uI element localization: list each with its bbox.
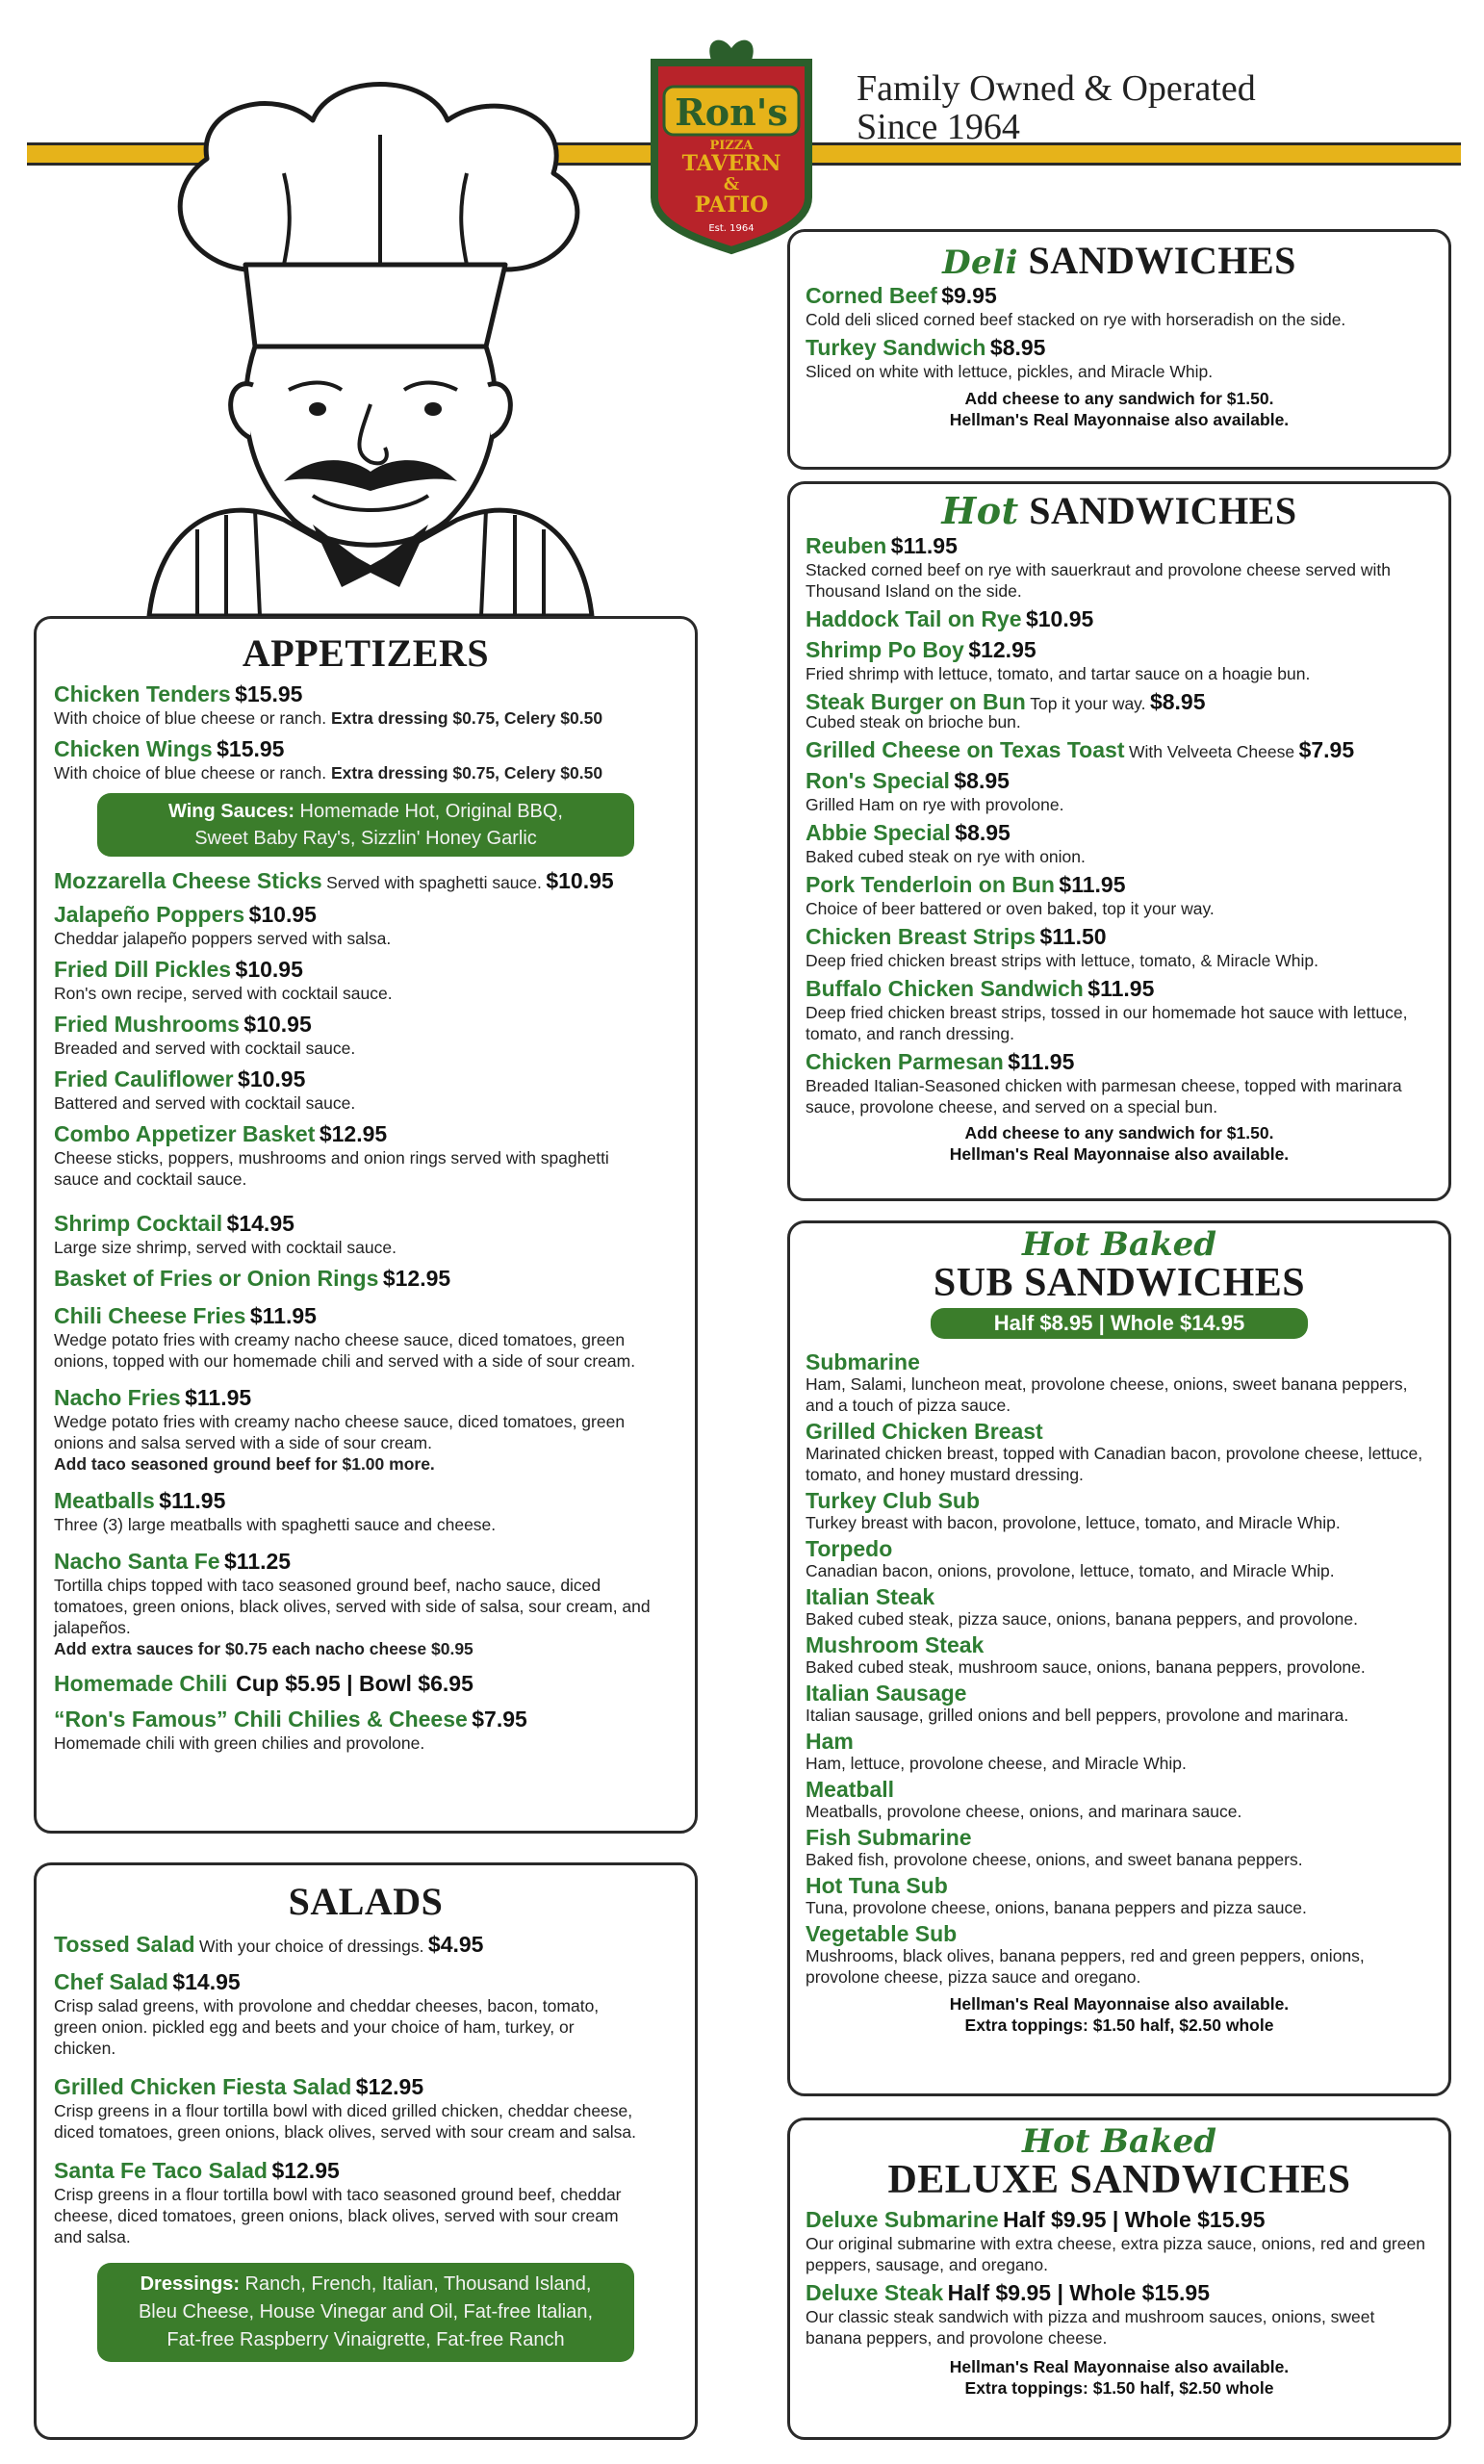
menu-item-sub	[806, 1350, 1433, 1416]
deluxe-script: Hot Baked	[1021, 2122, 1217, 2161]
logo-sub4: PATIO	[694, 192, 769, 218]
tagline-line1: Family Owned & Operated	[857, 68, 1256, 109]
wing-sauces-line2: Sweet Baby Ray's, Sizzlin' Honey Garlic	[194, 828, 537, 849]
dressings-line1: Ranch, French, Italian, Thousand Island,	[244, 2273, 592, 2295]
item-desc: With your choice of dressings.	[199, 1937, 424, 1956]
item-price: $11.50	[1039, 924, 1107, 949]
menu-item-abbie-special	[806, 820, 1433, 867]
appetizers-title: APPETIZERS	[242, 631, 490, 675]
item-price: $8.95	[989, 335, 1046, 360]
item-name: Reuben	[806, 533, 887, 558]
menu-item-shrimp-cocktail	[54, 1211, 678, 1258]
item-name: Fish Submarine	[806, 1825, 972, 1850]
item-desc: Baked cubed steak on rye with onion.	[806, 847, 1086, 866]
item-name: Mozzarella Cheese Sticks	[54, 868, 322, 893]
dressings-line2: Bleu Cheese, House Vinegar and Oil, Fat-free Italian,	[138, 2301, 594, 2323]
item-name: Shrimp Po Boy	[806, 637, 964, 662]
wing-sauces-pill	[97, 793, 634, 857]
deli-title	[806, 238, 1433, 283]
item-desc: Cold deli sliced corned beef stacked on rye with horseradish on the side.	[806, 310, 1346, 329]
item-name: Homemade Chili	[54, 1671, 228, 1696]
item-desc: Grilled Ham on rye with provolone.	[806, 795, 1064, 814]
item-desc: Stacked corned beef on rye with sauerkraut and provolone cheese served with Thousand Island on the side.	[806, 560, 1391, 601]
logo-name: Ron's	[675, 90, 788, 134]
item-desc: With choice of blue cheese or ranch.	[54, 708, 327, 728]
item-name: Corned Beef	[806, 283, 937, 308]
menu-item-haddock	[806, 606, 1433, 632]
item-price: $10.95	[243, 1012, 312, 1037]
item-price: $11.25	[224, 1549, 292, 1574]
menu-item-sub	[806, 1585, 1433, 1630]
menu-item-chicken-tenders	[54, 681, 678, 729]
item-desc: Cheese sticks, poppers, mushrooms and onion rings served with spaghetti sauce and cocktail sauce.	[54, 1148, 609, 1189]
item-price: $10.95	[235, 957, 303, 982]
menu-item-fried-cauliflower	[54, 1066, 678, 1114]
item-desc: Cubed steak on brioche bun.	[806, 712, 1021, 732]
subs-list	[806, 1350, 1433, 1988]
item-name: Deluxe Submarine	[806, 2207, 999, 2232]
menu-item-sub	[806, 1537, 1433, 1581]
item-name: Deluxe Steak	[806, 2280, 944, 2305]
item-price: $10.95	[1025, 606, 1094, 631]
hot-note2: Hellman's Real Mayonnaise also available.	[949, 1144, 1290, 1164]
item-name: Chicken Wings	[54, 736, 213, 761]
item-name: Jalapeño Poppers	[54, 902, 245, 927]
item-price: $11.95	[1087, 976, 1155, 1001]
menu-item-buffalo-chicken	[806, 976, 1433, 1044]
menu-item-sub	[806, 1874, 1433, 1918]
deli-panel	[787, 229, 1451, 470]
menu-item-turkey-sandwich	[806, 335, 1433, 382]
item-name: Santa Fe Taco Salad	[54, 2158, 268, 2183]
item-extra: Extra dressing $0.75, Celery $0.50	[330, 763, 603, 783]
appetizers-panel	[34, 616, 698, 1834]
menu-item-nacho-fries	[54, 1385, 678, 1475]
menu-item-chili-cheese-fries	[54, 1303, 678, 1372]
item-price: $15.95	[217, 736, 285, 761]
subs-title: SUB SANDWICHES	[933, 1261, 1306, 1305]
item-desc: Canadian bacon, onions, provolone, lettuce, tomato, and Miracle Whip.	[806, 1561, 1335, 1580]
item-desc: Served with spaghetti sauce.	[326, 873, 542, 892]
item-price: $15.95	[235, 681, 303, 706]
subs-script: Hot Baked	[1021, 1225, 1217, 1264]
hot-panel	[787, 481, 1451, 1201]
item-name: Hot Tuna Sub	[806, 1873, 948, 1898]
item-name: Grilled Chicken Fiesta Salad	[54, 2074, 352, 2099]
item-desc: Crisp greens in a flour tortilla bowl with taco seasoned ground beef, cheddar cheese, diced tomatoes, green onions, black olives, served with sour cream and salsa.	[54, 2185, 622, 2246]
menu-item-sub	[806, 1826, 1433, 1870]
item-price: Cup $5.95 | Bowl $6.95	[236, 1671, 473, 1696]
item-name: Ron's Special	[806, 768, 950, 793]
item-name: Meatballs	[54, 1488, 155, 1513]
item-price: $12.95	[355, 2074, 424, 2099]
item-name: Turkey Club Sub	[806, 1488, 981, 1513]
deli-title-text: SANDWICHES	[1028, 239, 1296, 282]
item-desc: Tortilla chips topped with taco seasoned ground beef, nacho sauce, diced tomatoes, green onions, black olives, served with side of salsa, sour cream, and jalapeños.	[54, 1576, 651, 1637]
item-desc: Tuna, provolone cheese, onions, banana peppers and pizza sauce.	[806, 1898, 1307, 1917]
item-name: Buffalo Chicken Sandwich	[806, 976, 1084, 1001]
dressings-line3: Fat-free Raspberry Vinaigrette, Fat-free Ranch	[166, 2329, 565, 2350]
menu-item-fried-dill-pickles	[54, 957, 678, 1004]
menu-item-combo-basket	[54, 1121, 678, 1190]
item-desc: Deep fried chicken breast strips, tossed in our homemade hot sauce with lettuce, tomato, and ranch dressing.	[806, 1003, 1408, 1043]
item-price: $12.95	[382, 1266, 451, 1291]
item-price: $11.95	[185, 1385, 252, 1410]
item-desc: Large size shrimp, served with cocktail sauce.	[54, 1238, 397, 1257]
menu-item-jalapeno-poppers	[54, 902, 678, 949]
deluxe-note2: Extra toppings: $1.50 half, $2.50 whole	[964, 2378, 1274, 2398]
menu-item-sub	[806, 1681, 1433, 1726]
item-name: Chicken Tenders	[54, 681, 231, 706]
menu-item-mozzarella-sticks	[54, 868, 678, 894]
item-price: $7.95	[1298, 737, 1355, 762]
item-desc: Meatballs, provolone cheese, onions, and marinara sauce.	[806, 1802, 1242, 1821]
item-name: Chicken Breast Strips	[806, 924, 1036, 949]
item-name: Nacho Fries	[54, 1385, 181, 1410]
item-desc: Choice of beer battered or oven baked, top it your way.	[806, 899, 1215, 918]
menu-item-corned-beef	[806, 283, 1433, 330]
item-desc: Cheddar jalapeño poppers served with salsa.	[54, 929, 392, 948]
item-name: Grilled Cheese on Texas Toast	[806, 737, 1125, 762]
item-name: Basket of Fries or Onion Rings	[54, 1266, 379, 1291]
hot-note1: Add cheese to any sandwich for $1.50.	[964, 1123, 1274, 1142]
item-price: $10.95	[238, 1066, 306, 1091]
item-price: $9.95	[941, 283, 997, 308]
menu-item-steak-burger	[806, 689, 1433, 732]
subs-panel	[787, 1220, 1451, 2096]
item-price: $12.95	[968, 637, 1036, 662]
menu-item-taco-salad	[54, 2158, 678, 2247]
salads-panel	[34, 1862, 698, 2440]
item-price: $11.95	[890, 533, 958, 558]
deli-note2: Hellman's Real Mayonnaise also available.	[949, 410, 1290, 429]
menu-item-chef-salad	[54, 1969, 678, 2059]
item-desc: Deep fried chicken breast strips with lettuce, tomato, & Miracle Whip.	[806, 951, 1318, 970]
item-price: $8.95	[955, 820, 1011, 845]
item-desc: Baked fish, provolone cheese, onions, and sweet banana peppers.	[806, 1850, 1303, 1869]
item-name: Chili Cheese Fries	[54, 1303, 246, 1328]
item-price: $12.95	[319, 1121, 388, 1146]
item-name: Fried Dill Pickles	[54, 957, 232, 982]
item-desc: Crisp greens in a flour tortilla bowl with diced grilled chicken, cheddar cheese, diced tomatoes, green onions, black olives, served with sour cream and salsa.	[54, 2101, 637, 2142]
menu-item-grilled-cheese	[806, 737, 1433, 763]
menu-item-sub	[806, 1730, 1433, 1774]
item-price: $7.95	[472, 1707, 527, 1732]
item-desc: Fried shrimp with lettuce, tomato, and tartar sauce on a hoagie bun.	[806, 664, 1311, 683]
item-desc: Our classic steak sandwich with pizza and mushroom sauces, onions, sweet banana peppers, and provolone cheese.	[806, 2307, 1375, 2348]
menu-item-sub	[806, 1922, 1433, 1988]
item-desc: With choice of blue cheese or ranch.	[54, 763, 327, 783]
wing-sauces-label: Wing Sauces:	[168, 801, 294, 822]
item-name: Combo Appetizer Basket	[54, 1121, 316, 1146]
subs-price-pill: Half $8.95 | Whole $14.95	[931, 1308, 1308, 1339]
item-name: Chicken Parmesan	[806, 1049, 1004, 1074]
item-note: With Velveeta Cheese	[1128, 742, 1295, 761]
menu-item-fiesta-salad	[54, 2074, 678, 2143]
item-price: $4.95	[427, 1932, 484, 1957]
item-name: Meatball	[806, 1777, 895, 1802]
menu-item-chili-chilies-cheese	[54, 1707, 678, 1754]
item-note: Top it your way.	[1030, 694, 1146, 713]
menu-item-tossed-salad	[54, 1932, 678, 1958]
menu-item-homemade-chili	[54, 1671, 678, 1697]
item-desc: Baked cubed steak, pizza sauce, onions, banana peppers, and provolone.	[806, 1609, 1359, 1629]
item-price: $12.95	[271, 2158, 340, 2183]
item-price: Half $9.95 | Whole $15.95	[1003, 2207, 1266, 2232]
item-name: Turkey Sandwich	[806, 335, 986, 360]
menu-item-sub	[806, 1489, 1433, 1533]
item-price: $8.95	[1149, 689, 1206, 714]
item-name: Fried Mushrooms	[54, 1012, 240, 1037]
item-price: $11.95	[249, 1303, 317, 1328]
menu-item-meatballs	[54, 1488, 678, 1535]
item-desc: Wedge potato fries with creamy nacho cheese sauce, diced tomatoes, green onions, topped with our homemade chili and served with a side of sour cream.	[54, 1330, 636, 1371]
item-price: $10.95	[248, 902, 317, 927]
salads-title: SALADS	[288, 1880, 444, 1923]
item-name: Vegetable Sub	[806, 1921, 958, 1946]
item-desc: Battered and served with cocktail sauce.	[54, 1093, 356, 1113]
item-name: Ham	[806, 1729, 854, 1754]
item-name: Torpedo	[806, 1536, 893, 1561]
item-price: $11.95	[1008, 1049, 1075, 1074]
item-name: Steak Burger on Bun	[806, 689, 1026, 714]
item-price: $11.95	[159, 1488, 226, 1513]
item-desc: Ham, Salami, luncheon meat, provolone cheese, onions, sweet banana peppers, and a touch of pizza sauce.	[806, 1374, 1408, 1415]
item-price: $10.95	[546, 868, 614, 893]
rons-logo	[635, 34, 828, 255]
item-name: Pork Tenderloin on Bun	[806, 872, 1055, 897]
wing-sauces-line1: Homemade Hot, Original BBQ,	[299, 801, 563, 822]
item-desc: Homemade chili with green chilies and provolone.	[54, 1733, 425, 1753]
menu-item-reuben	[806, 533, 1433, 602]
deli-script: Deli	[942, 244, 1019, 282]
hot-script: Hot	[941, 489, 1019, 532]
menu-item-sub	[806, 1633, 1433, 1678]
item-name: Nacho Santa Fe	[54, 1549, 220, 1574]
item-name: Chef Salad	[54, 1969, 168, 1994]
item-desc: Marinated chicken breast, topped with Canadian bacon, provolone cheese, lettuce, tomato, and honey mustard dressing.	[806, 1444, 1423, 1484]
tagline	[857, 69, 1256, 146]
menu-item-fries-onion-rings	[54, 1266, 678, 1292]
tagline-line2: Since 1964	[857, 107, 1020, 147]
dressings-label: Dressings:	[140, 2273, 240, 2295]
item-price: $11.95	[1059, 872, 1126, 897]
deluxe-title: DELUXE SANDWICHES	[887, 2158, 1351, 2202]
item-price: $14.95	[172, 1969, 241, 1994]
item-extra: Extra dressing $0.75, Celery $0.50	[330, 708, 603, 728]
menu-item-chicken-strips	[806, 924, 1433, 971]
menu-item-rons-special	[806, 768, 1433, 815]
hot-title-text: SANDWICHES	[1029, 489, 1297, 532]
hot-title	[806, 488, 1433, 533]
menu-item-pork-tenderloin	[806, 872, 1433, 919]
deluxe-panel	[787, 2118, 1451, 2440]
menu-item-nacho-santa-fe	[54, 1549, 678, 1659]
menu-item-chicken-parmesan	[806, 1049, 1433, 1117]
item-desc: Crisp salad greens, with provolone and cheddar cheeses, bacon, tomato, green onion. pickled egg and beets and your choice of ham, turkey, or chicken.	[54, 1996, 600, 2058]
item-price: $8.95	[954, 768, 1010, 793]
item-desc: Mushrooms, black olives, banana peppers, red and green peppers, onions, provolone cheese, pizza sauce and oregano.	[806, 1946, 1365, 1987]
item-name: “Ron's Famous” Chili Chilies & Cheese	[54, 1707, 468, 1732]
item-desc: Three (3) large meatballs with spaghetti sauce and cheese.	[54, 1515, 497, 1534]
menu-item-deluxe-submarine	[806, 2207, 1433, 2275]
menu-item-chicken-wings	[54, 736, 678, 783]
logo-est: Est. 1964	[708, 223, 755, 234]
subs-note2: Extra toppings: $1.50 half, $2.50 whole	[964, 2015, 1274, 2035]
item-name: Italian Steak	[806, 1584, 935, 1609]
item-price: Half $9.95 | Whole $15.95	[947, 2280, 1210, 2305]
item-desc: Turkey breast with bacon, provolone, lettuce, tomato, and Miracle Whip.	[806, 1513, 1341, 1532]
item-desc: Italian sausage, grilled onions and bell peppers, provolone and marinara.	[806, 1706, 1349, 1725]
menu-item-sub	[806, 1420, 1433, 1485]
item-desc: Ham, lettuce, provolone cheese, and Miracle Whip.	[806, 1754, 1187, 1773]
deli-note1: Add cheese to any sandwich for $1.50.	[964, 389, 1274, 408]
subs-note1: Hellman's Real Mayonnaise also available.	[949, 1994, 1290, 2014]
menu-item-deluxe-steak	[806, 2280, 1433, 2348]
item-name: Italian Sausage	[806, 1681, 967, 1706]
item-desc: Our original submarine with extra cheese, extra pizza sauce, onions, red and green peppers, sausage, and oregano.	[806, 2234, 1425, 2274]
item-desc: Sliced on white with lettuce, pickles, and Miracle Whip.	[806, 362, 1214, 381]
logo-sub1: PIZZA	[709, 139, 754, 153]
logo-sub3: &	[723, 174, 740, 194]
item-desc: Wedge potato fries with creamy nacho cheese sauce, diced tomatoes, green onions and salsa served with a side of sour cream.	[54, 1412, 626, 1452]
item-extra: Add taco seasoned ground beef for $1.00 more.	[54, 1454, 435, 1474]
menu-item-sub	[806, 1778, 1433, 1822]
dressings-pill	[97, 2263, 634, 2362]
item-desc: Baked cubed steak, mushroom sauce, onions, banana peppers, provolone.	[806, 1657, 1366, 1677]
menu-item-fried-mushrooms	[54, 1012, 678, 1059]
item-name: Tossed Salad	[54, 1932, 195, 1957]
item-name: Shrimp Cocktail	[54, 1211, 223, 1236]
item-name: Grilled Chicken Breast	[806, 1419, 1043, 1444]
chef-illustration	[91, 67, 645, 616]
logo-sub2: TAVERN	[681, 151, 781, 176]
item-desc: Breaded Italian-Seasoned chicken with parmesan cheese, topped with marinara sauce, provolone cheese, and served on a special bun.	[806, 1076, 1402, 1116]
item-name: Mushroom Steak	[806, 1632, 985, 1657]
menu-item-shrimp-po-boy	[806, 637, 1433, 684]
item-name: Fried Cauliflower	[54, 1066, 234, 1091]
item-name: Submarine	[806, 1349, 920, 1374]
deluxe-note1: Hellman's Real Mayonnaise also available.	[949, 2357, 1290, 2376]
item-name: Haddock Tail on Rye	[806, 606, 1022, 631]
item-desc: Breaded and served with cocktail sauce.	[54, 1039, 356, 1058]
item-name: Abbie Special	[806, 820, 951, 845]
item-desc: Ron's own recipe, served with cocktail sauce.	[54, 984, 393, 1003]
item-extra: Add extra sauces for $0.75 each nacho cheese $0.95	[54, 1639, 473, 1658]
item-price: $14.95	[226, 1211, 294, 1236]
